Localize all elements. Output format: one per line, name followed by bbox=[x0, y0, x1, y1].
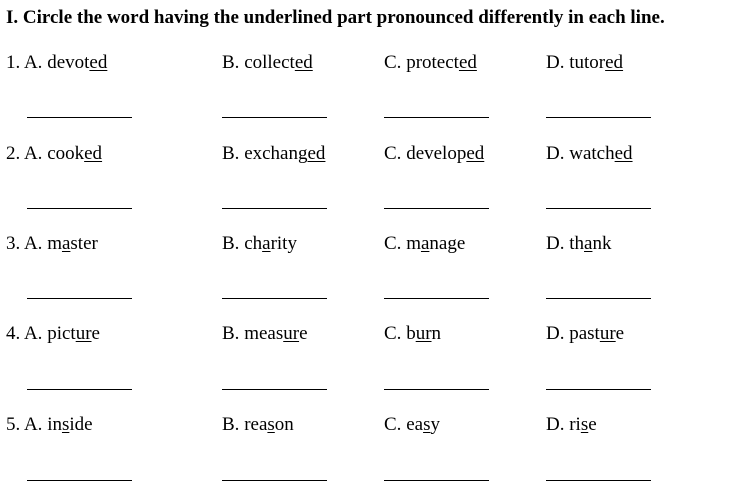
answer-blank[interactable] bbox=[546, 298, 651, 299]
underlined-part: ed bbox=[605, 52, 624, 73]
answer-blank[interactable] bbox=[222, 389, 327, 390]
word: easy bbox=[406, 414, 440, 435]
word: thank bbox=[569, 233, 612, 254]
option-letter: C. bbox=[384, 52, 402, 73]
answer-blank[interactable] bbox=[27, 298, 132, 299]
underlined-part: ed bbox=[294, 52, 313, 73]
question-row bbox=[0, 143, 747, 233]
exercise-instruction: I. Circle the word having the underlined part pronounced differently in each line. bbox=[6, 7, 665, 28]
underlined-part: a bbox=[262, 233, 271, 254]
answer-blank[interactable] bbox=[546, 208, 651, 209]
underlined-part: s bbox=[423, 414, 431, 435]
option-letter: B. bbox=[222, 52, 240, 73]
answer-blank[interactable] bbox=[222, 117, 327, 118]
question-row bbox=[0, 414, 747, 504]
underlined-part: ed bbox=[466, 143, 485, 164]
option-letter: A. bbox=[23, 143, 43, 164]
option-c[interactable] bbox=[384, 143, 484, 165]
word: picture bbox=[47, 323, 100, 344]
option-letter: C. bbox=[384, 323, 402, 344]
underlined-part: ur bbox=[283, 323, 300, 344]
underlined-part: ed bbox=[89, 52, 108, 73]
option-c[interactable] bbox=[384, 52, 477, 74]
option-d[interactable] bbox=[546, 323, 624, 345]
option-c[interactable] bbox=[384, 414, 440, 436]
option-letter: A. bbox=[23, 414, 43, 435]
underlined-part: ed bbox=[614, 143, 633, 164]
answer-blank[interactable] bbox=[384, 480, 489, 481]
answer-blank[interactable] bbox=[384, 389, 489, 390]
option-a[interactable] bbox=[6, 414, 93, 436]
word: devoted bbox=[47, 52, 108, 73]
word: manage bbox=[406, 233, 466, 254]
option-letter: D. bbox=[546, 414, 565, 435]
answer-blank[interactable] bbox=[546, 117, 651, 118]
answer-blank[interactable] bbox=[222, 480, 327, 481]
word: measure bbox=[244, 323, 308, 344]
word: pasture bbox=[569, 323, 625, 344]
underlined-part: ur bbox=[75, 323, 92, 344]
word: master bbox=[47, 233, 98, 254]
underlined-part: s bbox=[580, 414, 589, 435]
option-a[interactable] bbox=[6, 143, 102, 165]
answer-blank[interactable] bbox=[546, 389, 651, 390]
underlined-part: ed bbox=[307, 143, 326, 164]
answer-blank[interactable] bbox=[384, 298, 489, 299]
word: watched bbox=[569, 143, 633, 164]
underlined-part: s bbox=[267, 414, 275, 435]
word: inside bbox=[47, 414, 93, 435]
option-letter: B. bbox=[222, 233, 240, 254]
option-a[interactable] bbox=[6, 323, 100, 345]
underlined-part: ed bbox=[84, 143, 103, 164]
underlined-part: ur bbox=[599, 323, 616, 344]
option-letter: A. bbox=[23, 233, 43, 254]
option-letter: C. bbox=[384, 143, 402, 164]
word: tutored bbox=[569, 52, 624, 73]
option-b[interactable] bbox=[222, 233, 297, 255]
option-b[interactable] bbox=[222, 143, 325, 165]
question-number: 4. bbox=[6, 323, 21, 344]
option-letter: D. bbox=[546, 52, 565, 73]
answer-blank[interactable] bbox=[222, 298, 327, 299]
option-letter: C. bbox=[384, 233, 402, 254]
option-letter: D. bbox=[546, 323, 565, 344]
word: charity bbox=[244, 233, 297, 254]
word: rise bbox=[569, 414, 597, 435]
word: exchanged bbox=[244, 143, 326, 164]
answer-blank[interactable] bbox=[546, 480, 651, 481]
underlined-part: a bbox=[420, 233, 430, 254]
option-b[interactable] bbox=[222, 323, 308, 345]
option-b[interactable] bbox=[222, 414, 294, 436]
word: developed bbox=[406, 143, 485, 164]
option-d[interactable] bbox=[546, 233, 611, 255]
question-number: 1. bbox=[6, 52, 21, 73]
word: cooked bbox=[47, 143, 103, 164]
option-letter: C. bbox=[384, 414, 402, 435]
answer-blank[interactable] bbox=[222, 208, 327, 209]
question-row bbox=[0, 233, 747, 323]
option-letter: B. bbox=[222, 323, 240, 344]
option-c[interactable] bbox=[384, 323, 441, 345]
word: protected bbox=[406, 52, 477, 73]
answer-blank[interactable] bbox=[27, 480, 132, 481]
option-letter: A. bbox=[23, 52, 43, 73]
option-b[interactable] bbox=[222, 52, 313, 74]
option-letter: D. bbox=[546, 143, 565, 164]
option-letter: B. bbox=[222, 414, 240, 435]
word: reason bbox=[244, 414, 294, 435]
answer-blank[interactable] bbox=[27, 208, 132, 209]
underlined-part: s bbox=[61, 414, 70, 435]
word: burn bbox=[406, 323, 442, 344]
option-letter: B. bbox=[222, 143, 240, 164]
option-a[interactable] bbox=[6, 233, 98, 255]
underlined-part: ed bbox=[458, 52, 477, 73]
option-letter: A. bbox=[23, 323, 43, 344]
option-d[interactable] bbox=[546, 52, 623, 74]
underlined-part: a bbox=[584, 233, 593, 254]
answer-blank[interactable] bbox=[384, 208, 489, 209]
question-number: 3. bbox=[6, 233, 21, 254]
question-number: 2. bbox=[6, 143, 21, 164]
word: collected bbox=[244, 52, 313, 73]
question-row bbox=[0, 323, 747, 413]
option-d[interactable] bbox=[546, 414, 597, 436]
option-c[interactable] bbox=[384, 233, 465, 255]
option-letter: D. bbox=[546, 233, 565, 254]
underlined-part: ur bbox=[415, 323, 432, 344]
answer-blank[interactable] bbox=[27, 117, 132, 118]
question-number: 5. bbox=[6, 414, 21, 435]
answer-blank[interactable] bbox=[27, 389, 132, 390]
question-row bbox=[0, 52, 747, 142]
underlined-part: a bbox=[61, 233, 71, 254]
answer-blank[interactable] bbox=[384, 117, 489, 118]
option-d[interactable] bbox=[546, 143, 633, 165]
option-a[interactable] bbox=[6, 52, 107, 74]
